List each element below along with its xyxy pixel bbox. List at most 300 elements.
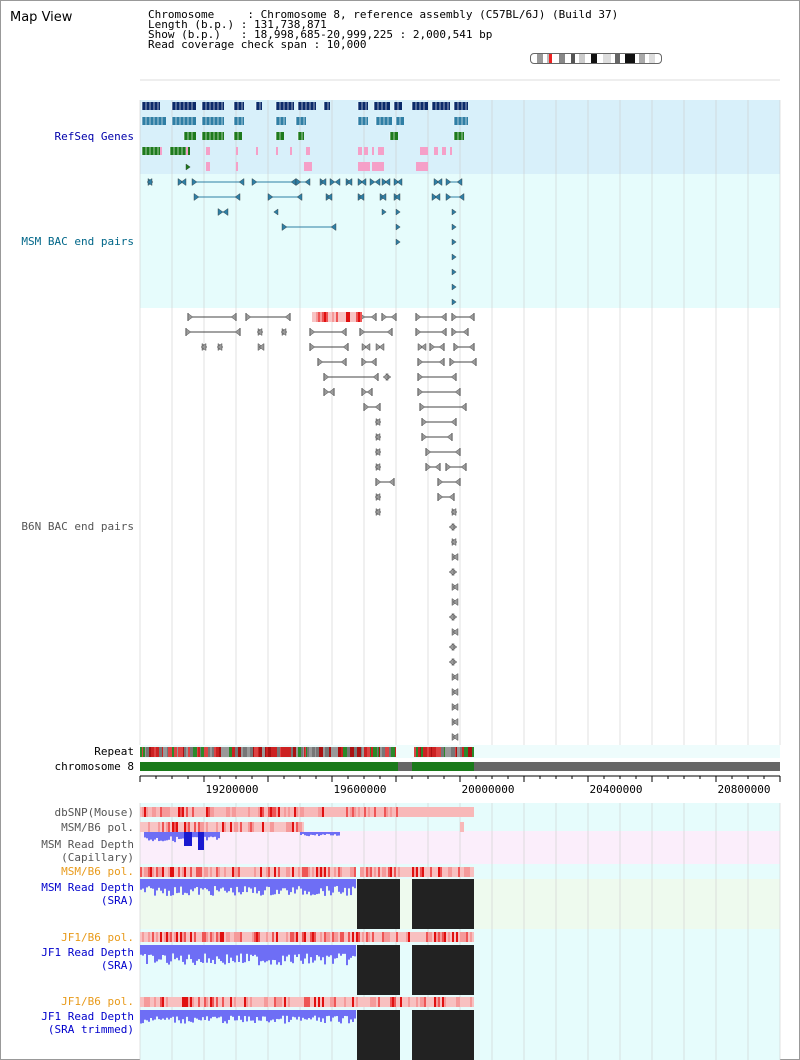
repeat-element[interactable] [468,747,472,757]
pol-cell[interactable] [256,932,258,942]
repeat-element[interactable] [216,747,219,757]
pol-cell[interactable] [304,932,306,942]
pol-cell[interactable] [240,822,242,832]
pol-cell[interactable] [194,997,196,1007]
pol-cell[interactable] [330,312,332,322]
pol-cell[interactable] [288,822,290,832]
pol-cell[interactable] [282,822,284,832]
pol-cell[interactable] [212,867,214,877]
pol-cell[interactable] [274,867,276,877]
pol-cell[interactable] [250,867,252,877]
depth-bar[interactable] [258,945,260,965]
pol-cell[interactable] [420,932,422,942]
depth-bar[interactable] [168,1010,170,1020]
feature-marker[interactable] [455,479,460,486]
depth-bar[interactable] [160,1010,162,1020]
pol-cell[interactable] [290,932,292,942]
pol-cell[interactable] [226,807,228,817]
gene-block[interactable] [358,147,362,155]
depth-bar[interactable] [294,879,296,894]
pol-cell[interactable] [220,807,222,817]
depth-bar[interactable] [198,832,204,850]
pol-cell[interactable] [354,807,356,817]
depth-bar[interactable] [294,1010,296,1017]
pol-cell[interactable] [148,997,150,1007]
pol-cell[interactable] [410,867,412,877]
depth-bar[interactable] [248,1010,250,1017]
pol-cell[interactable] [440,867,442,877]
depth-bar[interactable] [184,1010,186,1024]
pol-cell[interactable] [284,867,286,877]
pol-cell[interactable] [466,932,468,942]
gene-block[interactable] [236,147,238,155]
pol-cell[interactable] [434,867,436,877]
pol-cell[interactable] [234,867,236,877]
depth-bar[interactable] [192,879,194,891]
pol-cell[interactable] [226,822,228,832]
depth-bar[interactable] [282,1010,284,1016]
repeat-element[interactable] [373,747,377,757]
pol-cell[interactable] [180,822,182,832]
depth-bar[interactable] [228,879,230,891]
depth-bar[interactable] [332,1010,334,1018]
pol-cell[interactable] [324,997,326,1007]
pol-cell[interactable] [200,997,202,1007]
pol-cell[interactable] [438,932,440,942]
depth-bar[interactable] [236,1010,238,1020]
depth-bar[interactable] [180,1010,182,1023]
pol-cell[interactable] [360,932,362,942]
depth-bar[interactable] [294,945,296,955]
pol-cell[interactable] [388,867,390,877]
gene-block[interactable] [432,102,450,110]
pol-cell[interactable] [290,807,292,817]
repeat-element[interactable] [225,747,229,757]
pol-cell[interactable] [372,997,374,1007]
pol-cell[interactable] [240,807,242,817]
depth-bar[interactable] [200,879,202,888]
pol-cell[interactable] [370,807,372,817]
pol-cell[interactable] [346,867,348,877]
feature-marker[interactable] [371,314,376,321]
pol-cell[interactable] [458,867,460,877]
pol-cell[interactable] [240,997,242,1007]
pol-cell[interactable] [240,867,242,877]
pol-cell[interactable] [458,932,460,942]
depth-bar[interactable] [270,879,272,895]
gene-block[interactable] [202,132,224,140]
depth-bar[interactable] [256,1010,258,1017]
pol-cell[interactable] [300,867,302,877]
depth-bar[interactable] [164,1010,166,1020]
feature-marker[interactable] [285,314,290,321]
gene-block[interactable] [358,102,368,110]
pol-cell[interactable] [374,932,376,942]
depth-bar[interactable] [194,1010,196,1018]
repeat-element[interactable] [232,747,235,757]
pol-cell[interactable] [208,807,210,817]
depth-bar[interactable] [308,879,310,892]
feature-marker[interactable] [439,359,444,366]
depth-bar[interactable] [224,879,226,891]
pol-cell[interactable] [238,822,240,832]
depth-bar[interactable] [324,832,326,835]
feature-marker[interactable] [365,344,370,351]
track-label-jf1-depth-sra[interactable]: JF1 Read Depth (SRA) [41,946,134,972]
track-label-b6n-bac[interactable]: B6N BAC end pairs [21,520,134,533]
pol-cell[interactable] [400,807,474,817]
depth-bar[interactable] [280,879,282,891]
pol-cell[interactable] [384,867,386,877]
pol-cell[interactable] [262,867,264,877]
feature-marker[interactable] [453,584,458,591]
pol-cell[interactable] [184,807,186,817]
depth-bar[interactable] [142,879,144,889]
depth-bar[interactable] [302,879,304,895]
depth-bar[interactable] [190,879,192,889]
repeat-element[interactable] [159,747,162,757]
repeat-element[interactable] [238,747,241,757]
repeat-element[interactable] [279,747,280,757]
depth-bar[interactable] [238,1010,240,1016]
pol-cell[interactable] [184,997,186,1007]
depth-bar[interactable] [318,1010,320,1017]
pol-cell[interactable] [244,867,246,877]
pol-cell[interactable] [392,997,394,1007]
pol-cell[interactable] [298,867,300,877]
pol-cell[interactable] [140,932,142,942]
pol-cell[interactable] [394,807,396,817]
pol-cell[interactable] [148,867,150,877]
pol-cell[interactable] [260,822,262,832]
depth-bar[interactable] [174,879,176,887]
depth-bar[interactable] [144,945,146,954]
pol-cell[interactable] [214,997,216,1007]
pol-cell[interactable] [186,997,188,1007]
pol-cell[interactable] [296,807,298,817]
pol-cell[interactable] [156,807,158,817]
pol-cell[interactable] [204,867,206,877]
depth-bar[interactable] [190,945,192,959]
pol-cell[interactable] [190,932,192,942]
depth-bar[interactable] [150,945,152,955]
pol-cell[interactable] [210,807,212,817]
depth-bar[interactable] [322,945,324,957]
repeat-element[interactable] [281,747,285,757]
repeat-element[interactable] [250,747,253,757]
pol-cell[interactable] [220,997,222,1007]
pol-cell[interactable] [454,867,456,877]
depth-bar[interactable] [342,945,344,954]
pol-cell[interactable] [276,807,278,817]
pol-cell[interactable] [300,997,302,1007]
pol-cell[interactable] [140,807,142,817]
feature-marker[interactable] [452,314,457,321]
depth-bar[interactable] [272,1010,274,1020]
pol-cell[interactable] [266,867,268,877]
depth-bar[interactable] [278,879,280,894]
repeat-element[interactable] [265,747,266,757]
pol-cell[interactable] [160,997,162,1007]
pol-cell[interactable] [328,997,330,1007]
pol-cell[interactable] [168,997,170,1007]
gene-block[interactable] [296,117,306,125]
pol-cell[interactable] [320,932,322,942]
repeat-element[interactable] [350,747,354,757]
pol-cell[interactable] [258,807,260,817]
pol-cell[interactable] [332,932,334,942]
repeat-element[interactable] [177,747,178,757]
depth-bar[interactable] [196,1010,198,1019]
depth-bar[interactable] [194,879,196,888]
pol-cell[interactable] [444,932,446,942]
depth-bar[interactable] [310,832,312,835]
pol-cell[interactable] [284,932,286,942]
depth-bar[interactable] [314,879,316,895]
pol-cell[interactable] [158,932,160,942]
repeat-element[interactable] [455,747,456,757]
feature-marker[interactable] [416,329,421,336]
pol-cell[interactable] [174,997,176,1007]
repeat-element[interactable] [178,747,180,757]
pol-cell[interactable] [306,932,308,942]
pol-cell[interactable] [234,997,236,1007]
pol-cell[interactable] [318,807,320,817]
depth-bar[interactable] [192,945,194,963]
repeat-element[interactable] [277,747,279,757]
pol-cell[interactable] [276,822,278,832]
feature-marker[interactable] [188,314,193,321]
pol-cell[interactable] [190,822,192,832]
pol-cell[interactable] [220,932,222,942]
feature-marker[interactable] [310,329,315,336]
pol-cell[interactable] [380,807,382,817]
feature-marker[interactable] [421,344,426,351]
pol-cell[interactable] [262,807,264,817]
feature-marker[interactable] [446,464,451,471]
pol-cell[interactable] [172,997,174,1007]
pol-cell[interactable] [170,997,172,1007]
feature-marker[interactable] [449,524,454,531]
pol-cell[interactable] [286,807,288,817]
depth-bar[interactable] [336,1010,338,1016]
pol-cell[interactable] [314,312,316,322]
depth-bar[interactable] [314,832,316,835]
pol-cell[interactable] [188,867,190,877]
pol-cell[interactable] [440,932,442,942]
depth-bar[interactable] [292,879,294,887]
depth-bar[interactable] [296,945,298,957]
repeat-element[interactable] [432,747,436,757]
feature-marker[interactable] [246,314,251,321]
depth-bar[interactable] [172,832,174,841]
track-label-jf1-depth-trimmed[interactable]: JF1 Read Depth (SRA trimmed) [41,1010,134,1036]
repeat-element[interactable] [221,747,225,757]
pol-cell[interactable] [428,932,430,942]
pol-cell[interactable] [344,932,346,942]
pol-cell[interactable] [358,997,360,1007]
pol-cell[interactable] [178,932,180,942]
pol-cell[interactable] [148,807,150,817]
pol-cell[interactable] [302,997,304,1007]
feature-marker[interactable] [329,389,334,396]
depth-bar[interactable] [350,945,352,958]
repeat-element[interactable] [341,747,343,757]
feature-marker[interactable] [453,704,458,711]
pol-cell[interactable] [436,867,438,877]
repeat-element[interactable] [188,747,190,757]
depth-bar[interactable] [346,1010,348,1016]
pol-cell[interactable] [322,867,324,877]
gene-block[interactable] [324,102,330,110]
depth-bar[interactable] [252,1010,254,1020]
repeat-element[interactable] [229,747,232,757]
feature-marker[interactable] [455,449,460,456]
feature-marker[interactable] [450,359,455,366]
depth-bar[interactable] [210,1010,212,1018]
depth-bar[interactable] [328,1010,330,1016]
pol-cell[interactable] [392,867,394,877]
depth-bar[interactable] [274,945,276,960]
pol-cell[interactable] [158,822,160,832]
pol-cell[interactable] [468,997,470,1007]
depth-bar[interactable] [180,945,182,956]
pol-cell[interactable] [408,932,410,942]
pol-cell[interactable] [142,807,144,817]
pol-cell[interactable] [438,867,440,877]
repeat-element[interactable] [156,747,159,757]
pol-cell[interactable] [338,932,340,942]
depth-bar[interactable] [350,879,352,895]
gene-block[interactable] [160,147,162,155]
pol-cell[interactable] [180,807,182,817]
feature-marker[interactable] [375,404,380,411]
pol-cell[interactable] [214,867,216,877]
pol-cell[interactable] [148,932,150,942]
depth-bar[interactable] [158,1010,160,1019]
depth-bar[interactable] [316,1010,318,1021]
pol-cell[interactable] [414,932,416,942]
pol-cell[interactable] [266,807,268,817]
depth-bar[interactable] [170,879,172,896]
pol-cell[interactable] [386,867,388,877]
pol-cell[interactable] [228,867,230,877]
pol-cell[interactable] [214,822,216,832]
pol-cell[interactable] [228,807,230,817]
depth-bar[interactable] [150,1010,152,1018]
depth-bar[interactable] [154,879,156,896]
depth-bar[interactable] [170,945,172,961]
pol-cell[interactable] [230,807,232,817]
repeat-element[interactable] [293,747,294,757]
depth-bar[interactable] [288,1010,290,1022]
pol-cell[interactable] [366,997,368,1007]
pol-cell[interactable] [198,932,200,942]
pol-cell[interactable] [222,822,224,832]
feature-marker[interactable] [449,659,454,666]
pol-cell[interactable] [288,932,290,942]
depth-bar[interactable] [328,879,330,891]
pol-cell[interactable] [470,932,472,942]
pol-cell[interactable] [432,867,434,877]
pol-cell[interactable] [304,807,306,817]
pol-cell[interactable] [196,867,198,877]
pol-cell[interactable] [330,867,332,877]
pol-cell[interactable] [202,822,204,832]
depth-bar[interactable] [234,879,236,895]
repeat-element[interactable] [421,747,423,757]
pol-cell[interactable] [416,867,418,877]
pol-cell[interactable] [284,997,286,1007]
depth-bar[interactable] [352,879,354,887]
feature-marker[interactable] [453,554,458,561]
pol-cell[interactable] [158,867,160,877]
feature-marker[interactable] [259,344,264,351]
gene-block[interactable] [454,132,464,140]
pol-cell[interactable] [206,822,208,832]
pol-cell[interactable] [336,997,338,1007]
depth-bar[interactable] [158,832,160,841]
gene-block[interactable] [290,147,292,155]
pol-cell[interactable] [330,807,332,817]
repeat-element[interactable] [146,747,149,757]
pol-cell[interactable] [162,822,164,832]
no-data-block[interactable] [412,879,474,929]
depth-bar[interactable] [162,879,164,893]
pol-cell[interactable] [238,867,240,877]
depth-bar[interactable] [258,1010,260,1020]
pol-cell[interactable] [232,932,234,942]
pol-cell[interactable] [396,932,398,942]
pol-cell[interactable] [216,822,218,832]
pol-cell[interactable] [210,822,212,832]
repeat-element[interactable] [183,747,184,757]
pol-cell[interactable] [472,932,474,942]
pol-cell[interactable] [316,807,318,817]
pol-cell[interactable] [146,807,148,817]
pol-cell[interactable] [380,997,382,1007]
pol-cell[interactable] [332,867,334,877]
pol-cell[interactable] [340,932,342,942]
pol-cell[interactable] [152,932,154,942]
pol-cell[interactable] [144,807,146,817]
depth-bar[interactable] [276,1010,278,1019]
depth-bar[interactable] [186,945,188,959]
pol-cell[interactable] [192,807,194,817]
feature-marker[interactable] [463,329,468,336]
pol-cell[interactable] [218,997,220,1007]
pol-cell[interactable] [350,867,352,877]
pol-cell[interactable] [464,867,466,877]
pol-cell[interactable] [256,867,258,877]
depth-bar[interactable] [304,879,306,891]
pol-cell[interactable] [192,867,194,877]
pol-cell[interactable] [316,997,318,1007]
pol-cell[interactable] [346,932,348,942]
pol-cell[interactable] [182,822,184,832]
repeat-element[interactable] [354,747,357,757]
pol-cell[interactable] [324,932,326,942]
pol-cell[interactable] [154,807,156,817]
pol-cell[interactable] [452,932,454,942]
pol-cell[interactable] [346,807,348,817]
pol-cell[interactable] [146,997,148,1007]
pol-cell[interactable] [330,997,332,1007]
pol-cell[interactable] [236,822,238,832]
pol-cell[interactable] [176,867,178,877]
depth-bar[interactable] [218,1010,220,1017]
pol-cell[interactable] [242,867,244,877]
